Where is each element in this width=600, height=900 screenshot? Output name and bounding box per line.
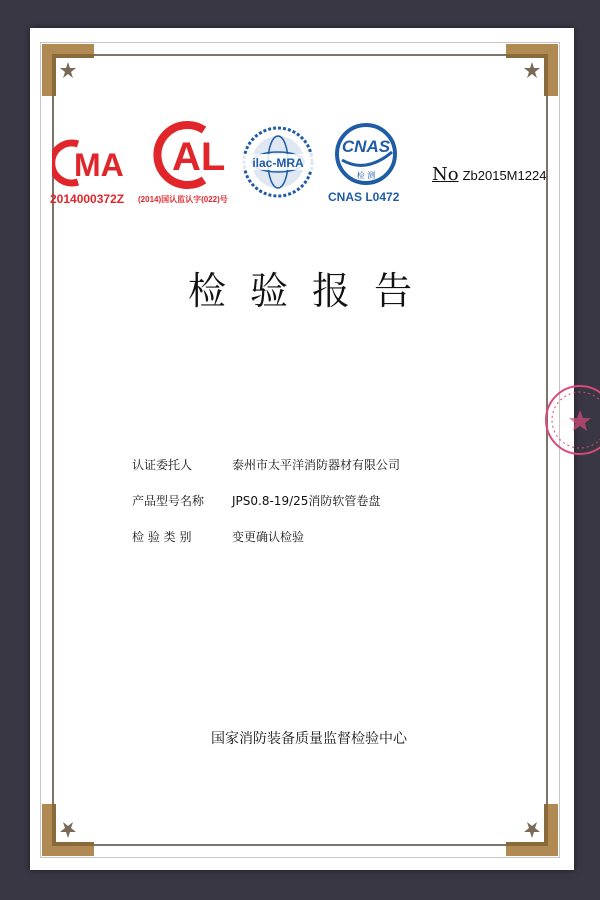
cal-mark-icon: [146, 120, 232, 190]
cma-mark-icon: [52, 136, 136, 190]
cma-logo: [52, 136, 136, 190]
corner-ornament-icon: [502, 800, 562, 860]
cma-code: 2014000372Z: [50, 192, 125, 206]
cma-mark-text: MA: [74, 147, 124, 183]
cal-mark-text: AL: [172, 135, 226, 179]
issuer-name: 国家消防装备质量监督检验中心: [211, 731, 407, 747]
field-value: 变更确认检验: [232, 530, 305, 544]
seal-stamp-icon: [540, 380, 600, 460]
page-title: 检验报告: [187, 269, 436, 313]
ilac-mark-text: ilac-MRA: [252, 156, 304, 170]
cnas-logo: [328, 122, 404, 188]
field-value: 泰州市太平洋消防器材有限公司: [232, 458, 401, 472]
corner-ornament-icon: [38, 40, 98, 100]
cnas-mark-icon: [328, 122, 404, 188]
cnas-code: CNAS L0472: [328, 190, 400, 204]
field-value: JPS0.8-19/25消防软管卷盘: [232, 494, 381, 508]
field-label: 产品型号名称: [132, 494, 205, 508]
cnas-mark-text: CNAS: [341, 137, 391, 156]
report-number-prefix: No: [432, 164, 459, 185]
report-number: [432, 164, 546, 185]
cnas-sub-text: 检 测: [356, 171, 376, 180]
field-label: 检 验 类 别: [132, 530, 192, 544]
corner-ornament-icon: [502, 40, 562, 100]
ilac-globe-icon: [240, 124, 316, 200]
cal-code: (2014)国认监认字(022)号: [138, 195, 228, 204]
report-number-value: Zb2015M1224: [462, 168, 547, 183]
corner-ornament-icon: [38, 800, 98, 860]
cal-logo: [146, 120, 232, 190]
ilac-mra-logo: [240, 124, 316, 200]
field-label: 认证委托人: [132, 458, 193, 472]
